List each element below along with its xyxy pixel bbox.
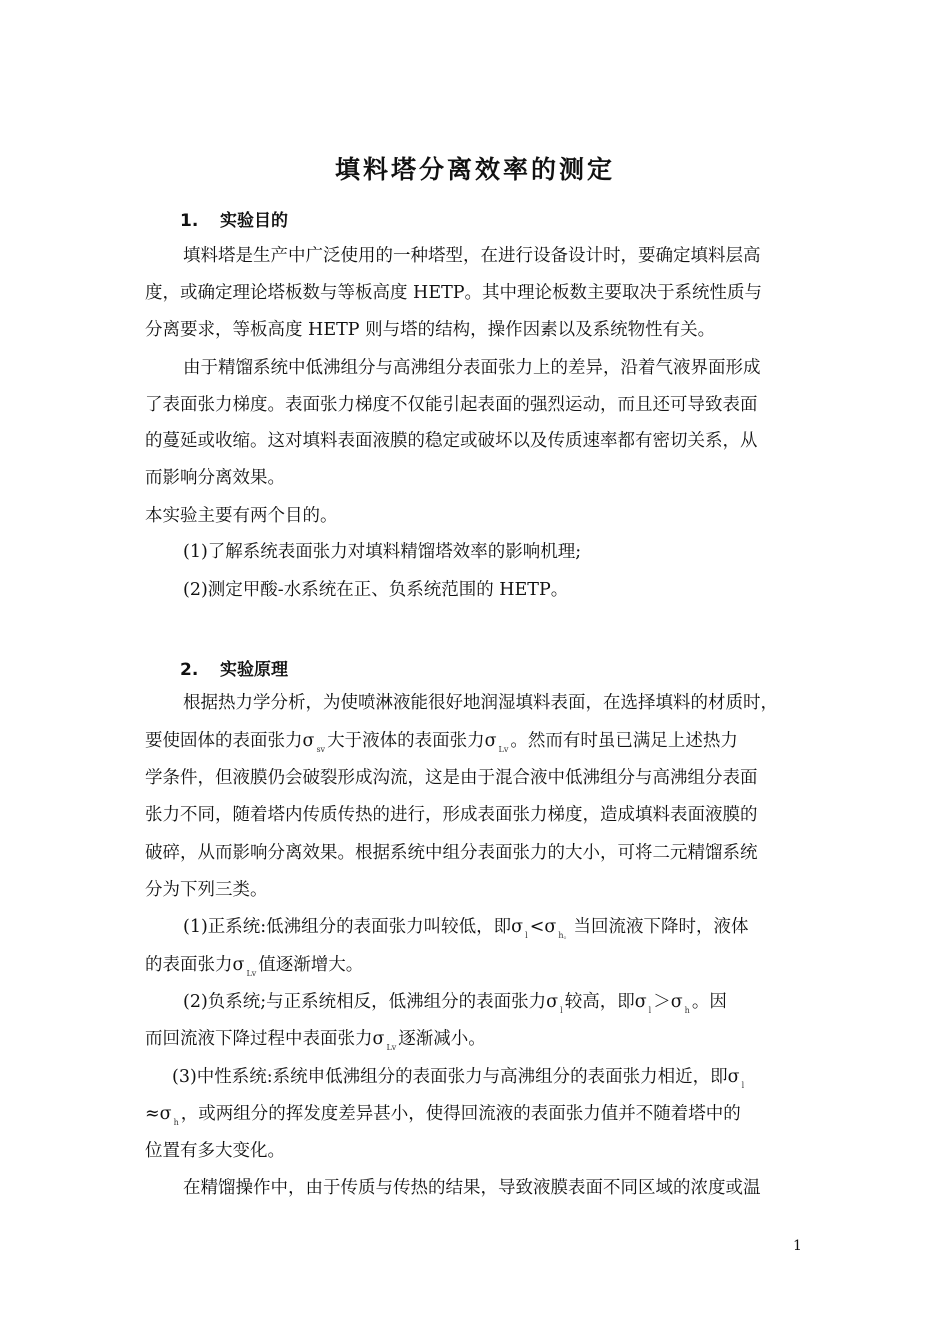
paragraph-line: ≈σ $_h$ ，或两组分的挥发度差异甚小，使得回流液的表面张力值并不随着塔中的: [145, 1104, 741, 1127]
paragraph-line: 在精馏操作中，由于传质与传热的结果，导致液膜表面不同区域的浓度或温: [183, 1178, 761, 1198]
paragraph-line: 了表面张力梯度。表面张力梯度不仅能引起表面的强烈运动，而且还可导致表面: [145, 395, 758, 415]
paragraph-line: 的蔓延或收缩。这对填料表面液膜的稳定或破坏以及传质速率都有密切关系，从: [145, 431, 758, 451]
list-item: (2)负系统;与正系统相反，低沸组分的表面张力σ $_l$ 较高，即σ $_l$ ＞σ $_h$ 。因: [183, 992, 727, 1015]
paragraph-line: 张力不同，随着塔内传质传热的进行，形成表面张力梯度，造成填料表面液膜的: [145, 805, 758, 825]
page-number: 1: [793, 1238, 802, 1254]
paragraph-line: 而回流液下降过程中表面张力σ $_{Lv}$ 逐渐减小。: [145, 1029, 486, 1052]
paragraph-line: 学条件，但液膜仍会破裂形成沟流，这是由于混合液中低沸组分与高沸组分表面: [145, 768, 758, 788]
paragraph-line: 分离要求，等板高度 HETP 则与塔的结构，操作因素以及系统物性有关。: [145, 320, 716, 340]
paragraph-line: 本实验主要有两个目的。: [145, 506, 338, 526]
list-item: (1)了解系统表面张力对填料精馏塔效率的影响机理;: [183, 542, 582, 562]
paragraph-line: 要使固体的表面张力σ $_{sv}$ 大于液体的表面张力σ $_{Lv}$ 。然而有时虽已满足上述热力: [145, 731, 738, 754]
document-title: 填料塔分离效率的测定: [334, 155, 615, 184]
paragraph-line: 位置有多大变化。: [145, 1141, 285, 1161]
paragraph-line: 由于精馏系统中低沸组分与高沸组分表面张力上的差异，沿着气液界面形成: [183, 358, 761, 378]
paragraph-line: 的表面张力σ $_{Lv}$ 值逐渐增大。: [145, 955, 364, 978]
list-item: (1)正系统:低沸组分的表面张力叫较低，即σ $_l$ <σ $_{h。}$ 当回流液下降时，液体: [183, 917, 749, 940]
section-2-heading: [180, 655, 288, 680]
paragraph-line: 度，或确定理论塔板数与等板高度 HETP。其中理论板数主要取决于系统性质与: [145, 283, 763, 303]
section-1-number: 1.: [180, 211, 199, 231]
paragraph-line: 根据热力学分析，为使喷淋液能很好地润湿填料表面，在选择填料的材质时，: [183, 693, 778, 713]
list-item: (2)测定甲酸-水系统在正、负系统范围的 HETP。: [183, 580, 569, 600]
paragraph-line: 填料塔是生产中广泛使用的一种塔型，在进行设备设计时，要确定填料层高: [183, 246, 761, 266]
paragraph-line: 破碎，从而影响分离效果。根据系统中组分表面张力的大小，可将二元精馏系统: [145, 843, 758, 863]
list-item: (3)中性系统:系统申低沸组分的表面张力与高沸组分的表面张力相近，即σ $_l$: [172, 1067, 745, 1090]
section-2-title: 实验原理: [220, 660, 288, 680]
section-1-heading: [180, 206, 288, 231]
section-2-number: 2.: [180, 660, 199, 680]
paragraph-line: 分为下列三类。: [145, 880, 268, 900]
paragraph-line: 而影响分离效果。: [145, 468, 285, 488]
section-1-title: 实验目的: [220, 211, 288, 231]
